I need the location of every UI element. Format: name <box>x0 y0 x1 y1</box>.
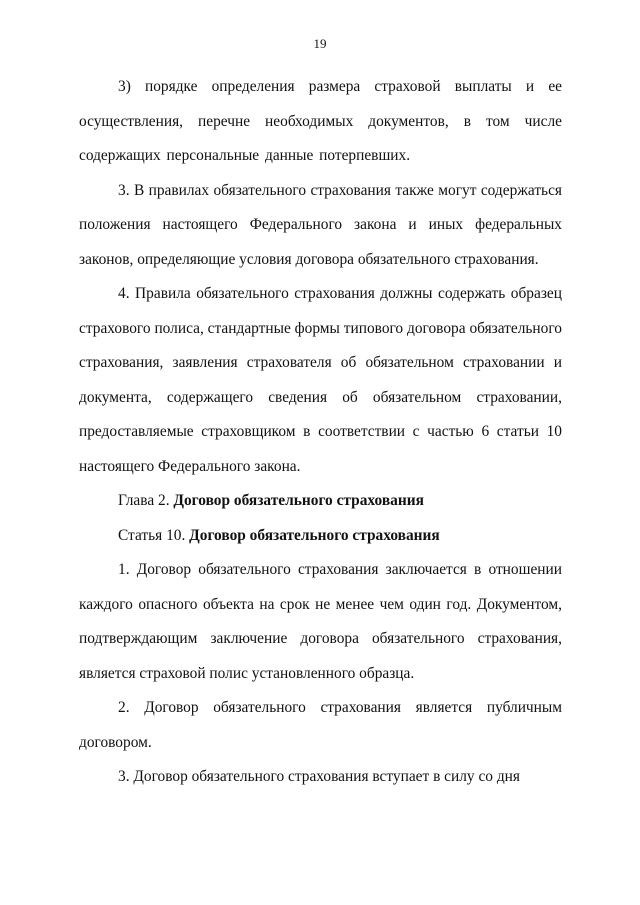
page-number: 19 <box>313 36 327 51</box>
chapter-title: Договор обязательного страхования <box>173 492 424 509</box>
article-heading <box>79 519 562 554</box>
document-body <box>79 70 562 795</box>
article-prefix: Статья 10. <box>118 526 190 544</box>
chapter-heading <box>79 484 562 519</box>
chapter-prefix: Глава 2. <box>118 492 174 509</box>
article-paragraph-2: 2. Договор обязательного страхования является публичным договором. <box>79 699 562 751</box>
paragraph-clause-3: 3. В правилах обязательного страхования также могут содержаться положения настоящего Федерального закона и иных федеральных законов, определяющие условия договора обязательного страхования. <box>79 181 562 268</box>
article-paragraph-1: 1. Договор обязательного страхования заключается в отношении каждого опасного объекта на срок не менее чем один год. Документом, подтверждающим заключение договора обязательного страхования, является страховой полис установленного образца. <box>79 561 562 682</box>
paragraph-list-item-3: 3) порядке определения размера страховой выплаты и ее осуществления, перечне необходимых документов, в том числе содержащих персональные данные потерпевших. <box>79 78 562 164</box>
article-title: Договор обязательного страхования <box>189 526 440 544</box>
article-paragraph-3: 3. Договор обязательного страхования вступает в силу со дня <box>118 768 520 785</box>
paragraph-clause-4: 4. Правила обязательного страхования должны содержать образец страхового полиса, стандартные формы типового договора обязательного страхования, заявления страхователя об обязательном страховании и документа, содержащего сведения об обязательном страховании, предоставляемые страховщиком в соответствии с частью 6 статьи 10 настоящего Федерального закона. <box>79 285 562 475</box>
